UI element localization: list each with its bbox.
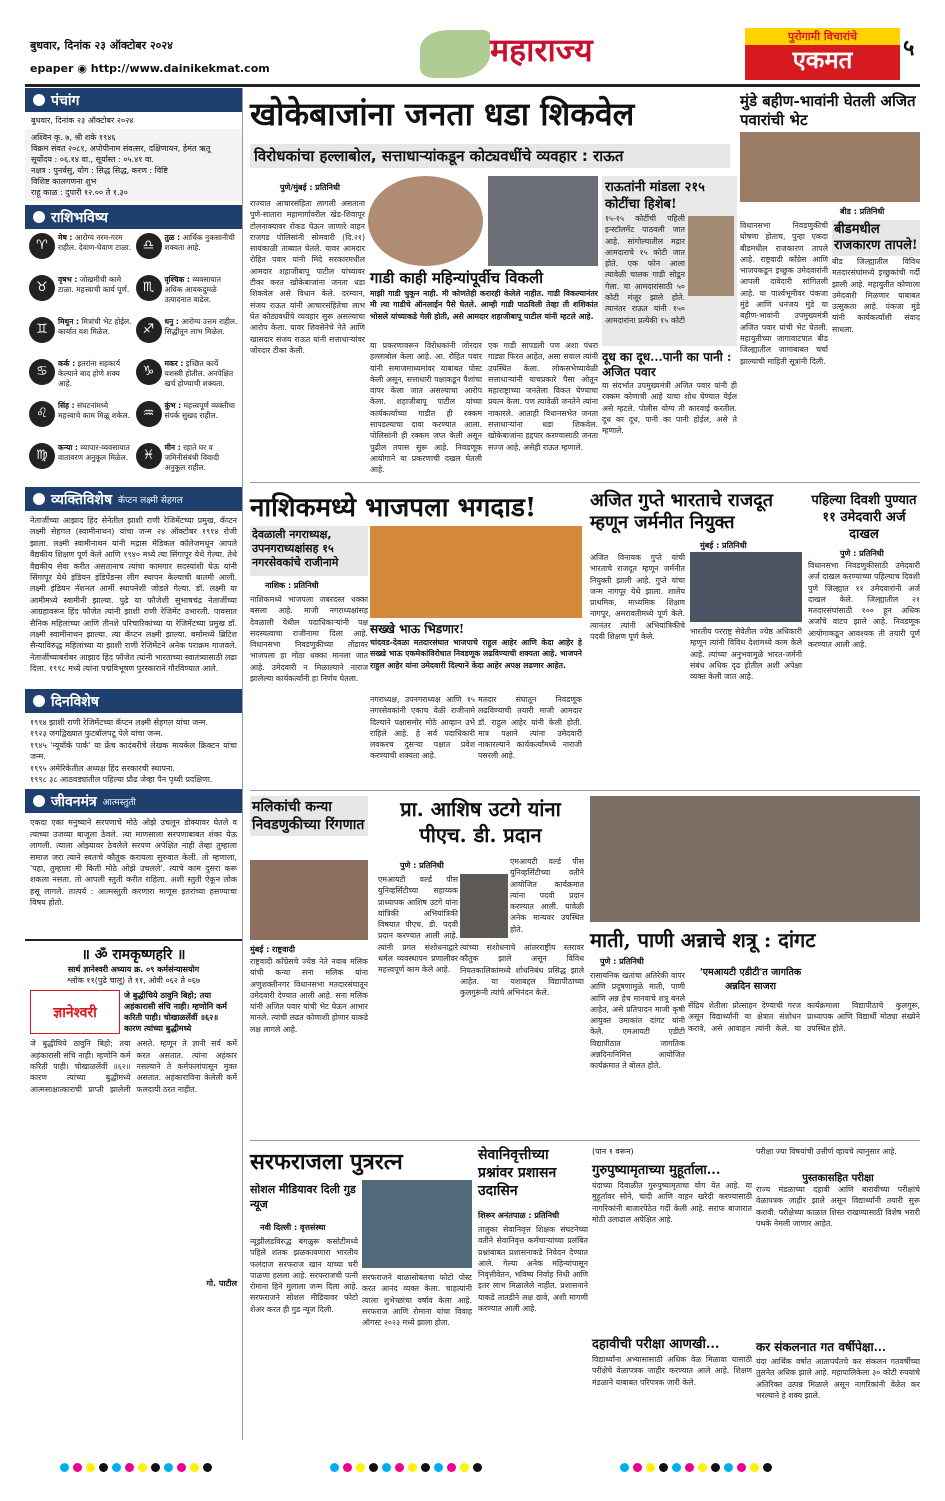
rashi-item: ♉ वृषभ : जोखमीची कामे टाळा. महत्त्वाची कार्य पूर्ण. [29,275,132,315]
nashik-col-2: नगराध्यक्ष, उपनगराध्यक्ष आणि १५ नगरसेवकांनी एकाच वेळी राजीनामे दिल्याने पक्षासमोर मोठे आव्हान उभे राहिले आहे. हे सर्व पदाधिकारी लवकरच दुसऱ्या पक्षात प्रवेश करण्याची शक्यता आहे. [370,695,475,761]
rashi-grid [25,229,242,487]
munde-text: विधानसभा निवडणुकीची घोषणा होताच, पुन्हा एकदा बीडमधील राजकारण तापले आहे. राष्ट्रवादी कॉंग्रेस आणि भाजपकडून इच्छुक उमेदवारांनी आपली दावेदारी सांगितली आहे. या पार्श्वभूमीवर पंकजा मुंडे आणि धनंजय मुंडे या बहीण-भावांनी उपमुख्यमंत्री अजित पवार यांची भेट घेतली. महायुतीच्या जागावाटपात बीड जिल्ह्यातील जागांबाबत चर्चा झाल्याची माहिती सूत्रांनी दिली. [740,221,828,366]
print-registration-marks [330,1463,482,1472]
beed-text: बीड जिल्ह्यातील विविध मतदारसंघांमध्ये इच्छुकांची गर्दी झाली आहे. महायुतीत कोणाला उमेदवारी मिळणार याबाबत उत्सुकता आहे. पंकजा मुंडे यांनी कार्यकर्त्यांशी संवाद साधला. [832,257,920,334]
seva-headline: सेवानिवृत्तीच्या प्रश्नांवर प्रशासन उदासिन [478,1147,557,1199]
verse-intro: जे बुद्धीचिये ठावुनि बिहो; तया अहंकारासी संचि नाही। म्हणोनि कर्म करिती पाही। चोखाळलेंवीं ॥६२॥ कारण त्यांच्या बुद्धीमध्ये [124,991,227,1034]
car-title: गाडी काही महिन्यांपूर्वीच विकली [370,269,544,287]
malik-photo [250,860,368,940]
nashik-headline: नाशिकमध्ये भाजपला भगदाड! [250,493,537,523]
mati-col-1: रासायनिक खतांचा अतिरेकी वापर आणि प्रदूषणामुळे माती, पाणी आणि अन्न हेच मानवाचे शत्रू बनले आहेत, असे प्रतिपादन माजी कृषी आयुक्त उमाकांत दांगट यांनी केले. एमआयटी एडीटी विद्यापीठात जागतिक अन्नदिनानिमित्त आयोजित कार्यक्रमात ते बोलत होते. [590,971,685,1071]
raut-box [602,176,737,346]
dinvishesh-header: दिनविशेष [25,689,242,713]
nashik-col-1: नाशिकमध्ये भाजपला जबरदस्त धक्का बसला आहे. माजी नगराध्यक्षांसह देवळाली येथील पदाधिकाऱ्यांनी पक्ष सदस्यत्वाचा राजीनामा दिला आहे. विधानसभा निवडणुकीच्या तोंडावर भाजपला हा मोठा धक्का मानला जात आहे. उमेदवारी न मिळाल्याने नाराज झालेल्या कार्यकर्त्यांनी हा निर्णय घेतला. [250,595,368,684]
rohit-pawar-photo [368,176,483,266]
maharashtra-map-icon [420,30,490,78]
divider [250,790,920,791]
munde-headline: मुंडे बहीण-भावांनी घेतली अजित पवारांची भेट [740,92,916,129]
lead-col-1: राज्यात आचारसंहिता लागली असताना पुणे-सातारा महामार्गावरील खेड-शिवापूर टोलनाक्यावर रोकड घेऊन जाणारे वाहन राजगड पोलिसांनी सोमवारी (दि.२१) सायंकाळी ताब्यात घेतले. यावर आमदार रोहित पवार यांनी मिंदे सरकारमधील आमदार शहाजीबापू पाटील यांच्यावर टीका करत खोकेबाजांना जनता धडा शिकवेल असे विधान केले. दरम्यान, संजय राऊत यांनी आचारसंहितेचा लाभ घेत कोट्यवधींचे व्यवहार सुरू असल्याचा आरोप केला. यावर शिवसेनेचे नेते आणि खासदार संजय राऊत यांनी सत्ताधाऱ्यांवर जोरदार टीका केली. [250,199,365,355]
print-registration-marks [620,1463,772,1472]
nashik-sub: देवळाली नगराध्यक्ष, उपनगराध्यक्षांसह १५ नगरसेवकांचे राजीनामे [250,526,368,576]
lead-byline: पुणे/मुंबई : प्रतिनिधी [280,183,340,192]
aries-icon: ♈ [29,233,55,259]
leo-icon: ♌ [29,401,55,427]
panchang-date: बुधवार, दिनांक २३ ऑक्टोबर २०२४ [31,116,134,125]
guru-headline: गुरुपुष्यामृताच्या मुहूर्ताला... [592,1163,721,1178]
capricorn-icon: ♑ [136,359,162,385]
seva-byline: शिरूर अनंतपाळ : प्रतिनिधी [478,1211,560,1220]
rashi-item: ♒ कुंभ : महत्त्वपूर्ण व्यक्तीचा संपर्क सुखद राहील. [136,401,239,441]
kar-headline: कर संकलनात गत वर्षीपेक्षा... [756,1340,887,1354]
guru-text: यंदाच्या दिवाळीत गुरुपुष्यामृताचा योग येत आहे. या मुहूर्तावर सोने, चांदी आणि वाहन खरेदी करण्यासाठी नागरिकांनी बाजारपेठेत गर्दी केली आहे. सराफ बाजारात मोठी उलाढाल अपेक्षित आहे. [592,1181,752,1224]
verse-text: जे बुद्धीचिये ठावुनि बिहो; तया अहंकारासी संचि नाही। म्हणोनि कर्म करिती पाही। चोखाळलेंवीं ॥६२॥ कारण त्यांच्या बुद्धीमध्ये आत्मसाक्षात्काराची प्राप्ती झालेली असते. म्हणून ते ज्ञानी सर्व कर्मे करत असतात. त्यांना अहंकार नसल्याने ते कर्मफलांपासून मुक्त असतात. अहंकाराविना केलेली कर्मे फलदायी ठरत नाहीत. [30,1039,237,1094]
left-sidebar [25,88,243,1440]
malik-byline: मुंबई : राष्ट्रवादी [250,945,295,954]
rashi-item: ♍ कन्या : व्यापार-व्यवसायात वातावरण अनुकूल मिळेल. [29,443,132,483]
continued-tag: (पान १ वरून) [592,1147,634,1156]
rashi-item: ♐ धनु : आरोग्य उत्तम राहील. सिद्धीतून लाभ मिळेल. [136,317,239,357]
mati-headline: माती, पाणी अन्नाचे शत्रू : दांगट [590,928,816,952]
ajit-col-2: भारतीय परराष्ट्र सेवेतील ज्येष्ठ अधिकारी म्हणून त्यांनी विविध देशांमध्ये काम केले आहे. त्यांच्या अनुभवामुळे भारत-जर्मनी संबंध अधिक दृढ होतील अशी अपेक्षा व्यक्त केली जात आहे. [690,627,802,682]
sagittarius-icon: ♐ [136,317,162,343]
mati-col-2: सेंद्रिय शेतीला प्रोत्साहन देण्याची गरज असून विद्यार्थ्यांनी या क्षेत्रात संशोधन करावे, असे आवाहन त्यांनी केले. या कार्यक्रमाला विद्यापीठाचे कुलगुरू, प्राध्यापक आणि विद्यार्थी मोठ्या संख्येने उपस्थित होते. [688,1001,920,1033]
print-registration-marks [60,1463,212,1472]
header-rule [25,84,920,87]
aquarius-icon: ♒ [136,401,162,427]
ramkrishna-box [25,939,242,1293]
pisces-icon: ♓ [136,443,162,469]
cancer-icon: ♋ [29,359,55,385]
phd-headline: प्रा. आशिष उटगे यांना पीएच. डी. प्रदान [400,797,561,847]
kar-text: यंदा आर्थिक वर्षात आतापर्यंतचे कर संकलन गतवर्षीच्या तुलनेत अधिक झाले आहे. महापालिकेला ३० कोटी रुपयांचे अतिरिक्त उत्पन्न मिळाले असून नागरिकांनी वेळेत कर भरल्याने हे शक्य झाले. [756,1357,920,1400]
vyakti-header: व्यक्तिविशेष कॅप्टन लक्ष्मी सेहगल [25,487,242,511]
bullet-icon [33,795,45,807]
sarfaraz-sub: सोशल मीडियावर दिली गुड न्यूज [250,1183,356,1211]
adhyay-line: सार्थ ज्ञानेश्वरी अध्याय क्र. ०९ कर्मसंन्यासयोग [67,965,200,975]
rashi-item: ♎ तुळ : आर्थिक नुकसानीची शक्यता आहे. [136,233,239,273]
car-box [370,268,598,336]
nashik-col-3: मतदार संघातून निवडणूक लढविण्याची तयारी माजी आमदार डॉ. राहुल आहेर यांनी केली होती. मात्र पक्षाने त्यांना उमेदवारी नाकारल्याने कार्यकर्त्यांमध्ये नाराजी पसरली आहे. [478,695,582,761]
divider [250,482,920,483]
panchang-list: अश्विन कृ. ७, श्री शके १९४६ विक्रम संवत २०८१, अपोपीनाम संवत्सर, दक्षिणायन, हेमंत ऋतू सूर्योदय : ०६.१४ वा., सूर्यास्त : ०५.४१ वा. नक्षत्र : पुनर्वसु, योग : सिद्ध सिद्ध, करण : विष्टि विशिष्ट कालगणना शुभ राहू काळ : दुपारी १२.०० ते १.३० [25,129,242,201]
lead-headline: खोकेबाजांना जनता धडा शिकवेल [250,95,635,133]
vyakti-text: नेताजींच्या आझाद हिंद सेनेतील झाशी राणी रेजिमेंटच्या प्रमुख, कॅप्टन लक्ष्मी सेहगल (स्वामीनाथन) यांचा जन्म २४ ऑक्टोबर १९१४ रोजी झाला. लक्ष्मी स्वामीनाथन यांनी मद्रास मेडिकल कॉलेजमधून आपले वैद्यकीय शिक्षण पूर्ण केले आणि १९४० मध्ये त्या सिंगापूर येथे गेल्या. तेथे वैद्यकीय सेवा करीत असतानाच त्यांचा कामगार सदस्यांशी घेऊ यांनी सिंगापूर येथे इंडियन इंडिपेंडन्स लीग स्थापन केल्याची बातमी आली. लक्ष्मी इंडियन नॅशनल आर्मी स्थापनेशी जोडले गेल्या. डॉ. लक्ष्मी या आमीमध्ये स्वामीनी झाल्या. पुढे या फौजेशी सुभाषचंद्र नेताजींच्या आग्रहावरून हिंद फौजेत त्यांनी झाशी राणी रेजिमेंट उभारली. पावसात सैनिक महिलांच्या आणि तीनशे परिचारिकांच्या या रेजिमेंटच्या प्रमुख डॉ. लक्ष्मी स्वामीनाथन झाल्या. त्या कॅप्टन लक्ष्मी झाल्या. बर्मामध्ये ब्रिटिश सैन्याविरुद्ध महिलांच्या या झाशी राणी रेजिमेंटने अनेक पराक्रम गाजवले. नेताजींच्याबरोबर आझाद हिंद फौजेत त्यांनी भारताच्या स्वातंत्र्यासाठी लढा दिला. १९९८ मध्ये त्यांना पद्मविभूषण पुरस्काराने गौरविण्यात आले. [30,516,237,674]
sarfaraz-photo [362,1180,472,1268]
lead-col-2: या प्रकरणावरून विरोधकांनी जोरदार हल्लाबोल केला आहे. आ. रोहित पवार यांनी समाजमाध्यमांवर याबाबत पोस्ट केली असून, सत्ताधारी पक्षाकडून पैशांचा वापर केला जात असल्याचा आरोप केला. शहाजीबापू पाटील यांच्या कार्यकर्त्याच्या गाडीत ही रक्कम सापडल्याचा दावा करण्यात आला. पोलिसांनी ही रक्कम जप्त केली असून पुढील तपास सुरू आहे. निवडणूक आयोगाने या प्रकरणाची दखल घेतली आहे. [370,341,482,475]
milk-title: दूध का दूध...पानी का पानी : अजित पवार [602,350,732,379]
rashi-item: ♓ मीन : रहाते घर व जमिनीसंबंधी विवादी अनुकूल राहील. [136,443,239,483]
book-exam-text: राज्य मंडळाच्या दहावी आणि बारावीच्या परीक्षांचे वेळापत्रक जाहीर झाले असून विद्यार्थ्यांनी तयारी सुरू करावी. परीक्षेच्या काळात शिस्त राखण्यासाठी विशेष भरारी पथके नेमली जाणार आहेत. [756,1185,920,1228]
sarfaraz-col-2: सरफराजने बाळासोबतचा फोटो पोस्ट करत आनंद व्यक्त केला. चाहत्यांनी त्याला शुभेच्छांचा वर्षाव केला आहे. सरफराज आणि रोमाना यांचा विवाह ऑगस्ट २०२३ मध्ये झाला होता. [362,1273,472,1328]
rashi-item: ♑ मकर : इच्छित कार्ये यशस्वी होतील. अनपेक्षित खर्च होण्याची शक्यता. [136,359,239,399]
beed-title: बीडमधील राजकारण तापले! [832,220,920,256]
rashi-item: ♋ कर्क : इतरांना सहकार्य केल्याने बाद होणे शक्य आहे. [29,359,132,399]
malik-text: राष्ट्रवादी कॉंग्रेसचे ज्येष्ठ नेते नवाब मलिक यांची कन्या सना मलिक यांना अणुशक्तीनगर विधानसभा मतदारसंघातून उमेदवारी देण्यात आली आहे. सना मलिक यांनी अजित पवार यांची भेट घेऊन आभार मानले. त्यांची लढत कोणाशी होणार याकडे लक्ष लागले आहे. [250,957,368,1034]
beed-box [832,220,920,476]
phd-byline: पुणे : प्रतिनिधी [400,861,444,870]
virgo-icon: ♍ [29,443,55,469]
exam-text: विद्यार्थ्यांना अभ्यासासाठी अधिक वेळ मिळावा यासाठी परीक्षेचे वेळापत्रक जाहीर करण्यात आले आहे. शिक्षण मंडळाने याबाबत परिपत्रक जारी केले. [592,1355,752,1387]
pune-headline: पहिल्या दिवशी पुण्यात ११ उमेदवारी अर्ज दाखल [811,493,917,542]
malik-headline: मलिकांची कन्या निवडणुकीच्या रिंगणात [250,796,368,836]
brand-logo [745,28,900,80]
munde-photo [740,132,920,202]
sarfaraz-col-1: न्यूझीलंडविरुद्ध बंगळुरू कसोटीमध्ये पहिले शतक झळकावणारा भारतीय फलंदाज सरफराज खान याच्या घरी पाळणा हलला आहे. सरफराजची पत्नी रोमाना हिने मुलाला जन्म दिला आहे. सरफराजने सोशल मीडियावर फोटो शेअर करत ही गुड न्यूज दिली. [250,1237,358,1314]
bjp-photo [370,526,582,618]
raut-box-text: १५-१५ कोटींची पहिली इन्स्टॉलमेंट पाठवली जात आहे. सांगोल्यातील मद्रार आमदाराचे १५ कोटी जात होते. एक फोन आला त्यावेळी चालक गाडी सोडून गेला. या आमदारांसाठी ५० कोटी मंजूर झाले होते. त्यानंतर राऊत यांनी १५० आमदारांना प्रत्येकी १५ कोटी [605,214,685,325]
rashi-item: ♏ वृश्चिक : व्यवसायात अधिक आवकदुमळे उत्पादनात वाढेल. [136,275,239,315]
car-photo [488,176,598,266]
dnyaneshwari-logo: ज्ञानेश्वरी [30,990,120,1034]
ajit-byline: मुंबई : प्रतिनिधी [700,541,747,550]
phd-col-3: एमआयटी वर्ल्ड पीस युनिव्हर्सिटीच्या वतीने आयोजित कार्यक्रमात त्यांना पदवी प्रदान करण्यात आली. यावेळी अनेक मान्यवर उपस्थित होते. [510,857,584,934]
rashi-item: ♌ सिंह : संघटनांमध्ये महत्त्वाचे काम मिळू शकेल. [29,401,132,441]
car-text: माझी गाडी चुकून नाही. मी कोणतेही करारही केलेले नाहीत. गाडी विकल्यानंतर मी त्या गाडीचे ऑनलाईन पैसे घेतले. आम्ही गाडी पाठविली तेव्हा ती शशिकांत भोसले यांच्याकडे गेली होती, असे आमदार शहाजीबापू पाटील यांनी म्हटले आहे. [370,289,598,321]
brother-box [370,620,582,690]
bullet-icon [33,94,45,106]
epaper-url[interactable]: epaper ◉ http://www.dainikekmat.com [30,62,270,75]
taurus-icon: ♉ [29,275,55,301]
milk-box [602,350,737,476]
panchang-header: पंचांग [25,88,242,112]
rashi-item: ♊ मिथुन : मित्रांची भेट होईल. कार्यात यश मिळेल. [29,317,132,357]
rashi-item: ♈ मेष : आरोग्य नरम-गरम राहील. देवाण-घेवाण टाळा. [29,233,132,273]
brother-title: सख्खे भाऊ भिडणार! [370,622,465,636]
exam-headline: दहावीची परीक्षा आणखी... [592,1337,720,1352]
seva-text: तालुका सेवानिवृत्त शिक्षक संघटनेच्या वतीने सेवानिवृत्त कर्मचाऱ्यांच्या प्रलंबित प्रश्नांबाबत प्रशासनाकडे निवेदन देण्यात आले. गेल्या अनेक महिन्यांपासून निवृत्तीवेतन, भविष्य निर्वाह निधी आणि इतर लाभ मिळालेले नाहीत. प्रशासनाने याकडे तातडीने लक्ष द्यावे, अशी मागणी करण्यात आली आहे. [478,1225,588,1314]
book-exam-title: पुस्तकासहित परीक्षा [802,1173,874,1184]
verse-author: गो. पाटील [206,1279,237,1289]
mati-byline: पुणे : प्रतिनिधी [600,957,644,966]
dinvishesh-list: १९१४ झाशी राणी रेजिमेंटच्या कॅप्टन लक्ष्मी सेहगल यांचा जन्म. १९२३ जगद्विख्यात फुटबॉलपटू पेले यांचा जन्म. १९४५ 'न्यूयॉर्क पार्क' या फ्रेंच कादंबरीचे लेखक मायकेल क्रिक्टन यांचा जन्म. १९९५ अमेरिकेतील अध्यक्ष हिंद सरकारची स्थापना. १९९८ ३८ आठवड्यांतील पहिल्या प्रौढ जेव्हा पैन पृथ्वी प्रदक्षिणा. [30,718,237,785]
phd-col-1: एमआयटी वर्ल्ड पीस युनिव्हर्सिटीच्या सहाय्यक प्राध्यापक आशिष उटगे यांना यांत्रिकी अभियांत्रिकी विषयात पीएच. डी. पदवी प्रदान करण्यात आली आहे. त्यांनी प्रगत संशोधनाद्वारे थर्मल व्यवस्थापन प्रणालीवर महत्त्वपूर्ण काम केले आहे. [378,875,458,975]
event-photo [590,796,920,922]
jivan-header: जीवनमंत्र आत्मस्तुती [25,789,242,813]
lead-subhead: विरोधकांचा हल्लाबोल, सत्ताधाऱ्यांकडून कोट्यवधींचे व्यवहार : राऊत [250,144,730,168]
gemini-icon: ♊ [29,317,55,343]
milk-text: या संदर्भात उपमुख्यमंत्री अजित पवार यांनी ही रक्कम कोणाची आहे याचा शोध घेण्यात येईल असे म्हटले. पोलीस योग्य ती कारवाई करतील. दूध का दूध, पानी का पानी होईल, असे ते म्हणाले. [602,381,737,436]
brand-name: एकमत [792,45,853,74]
nashik-byline: नाशिक : प्रतिनिधी [265,581,319,590]
raut-box-title: राऊतांनी मांडला २१५ कोटींचा हिशेब! [605,180,705,212]
sarfaraz-byline: नवी दिल्ली : वृत्तसंस्था [260,1223,326,1232]
bullet-icon [33,211,45,223]
issue-date: बुधवार, दिनांक २३ ऑक्टोबर २०२४ [30,39,173,52]
utage-photo [460,874,508,938]
rashi-header: राशिभविष्य [25,205,242,229]
section-masthead: महाराज्य [490,31,593,69]
phd-col-2: त्यांच्या संशोधनाचे आंतरराष्ट्रीय स्तरावर कौतुक झाले असून विविध नियतकालिकांमध्ये शोधनिबंध प्रसिद्ध झाले आहेत. या यशाबद्दल विद्यापीठाच्या कुलगुरूंनी त्यांचे अभिनंदन केले. [460,943,584,998]
brand-tagline: पुरोगामी विचारांचे [745,28,900,45]
raut-photo [688,216,734,296]
sarfaraz-headline: सरफराजला पुत्ररत्न [250,1149,403,1175]
munde-byline: बीड : प्रतिनिधी [840,207,885,216]
mati-quote: 'एमआयटी एडीटी'त जागतिक अन्नदिन साजरा [699,967,802,992]
ramkrishna-title: ॥ ॐ रामकृष्णहरि ॥ [81,947,186,964]
ajit-col-1: अजित विनायक गुप्ते यांची भारताचे राजदूत म्हणून जर्मनीत नियुक्ती झाली आहे. गुप्ते यांचा जन्म नागपूर येथे झाला. शालेय प्राथमिक, माध्यमिक शिक्षण नागपूर, अमरावतीमध्ये पूर्ण केले. त्यानंतर त्यांनी अभियांत्रिकीचे पदवी शिक्षण पूर्ण केले. [590,553,685,642]
brother-text: चांदवड-देवळा मतदारसंघात भाजपाचे राहुल आहेर आणि केदा आहेर हे सख्खे भाऊ एकमेकांविरोधात निवडणूक लढविण्याची शक्यता आहे. भाजपने राहुल आहेर यांना उमेदवारी दिल्याने केदा आहेर अपक्ष लढणार आहेत. [370,638,582,670]
lead-col-3: एक गाडी सापडली पण अशा पंधरा गाड्या फिरत आहेत, असा सवाल त्यांनी उपस्थित केला. लोकसभेच्यावेळी सत्ताधाऱ्यांनी याचप्रकारे पैसा ओतून महाराष्ट्राच्या जनतेला विकत घेण्याचा प्रयत्न केला. पण त्यावेळी जनतेने त्यांना नाकारले. आताही विधानसभेत जनता सत्ताधाऱ्यांना धडा शिकवेल. खोकेबाजांना हद्दपार करण्यासाठी जनता सज्ज आहे, असेही राऊत म्हणाले. [488,341,598,452]
bullet-icon [33,493,45,505]
divider [250,1140,920,1141]
scorpio-icon: ♏ [136,275,162,301]
libra-icon: ♎ [136,233,162,259]
page-number: ५ [903,36,915,61]
pune-text: विधानसभा निवडणुकीसाठी उमेदवारी अर्ज दाखल करण्याच्या पहिल्याच दिवशी पुणे जिल्ह्यात ११ उमेदवारांनी अर्ज दाखल केले. जिल्ह्यातील २१ मतदारसंघांसाठी १०० हून अधिक अर्जांचे वाटप झाले आहे. निवडणूक आयोगाकडून आवश्यक ती तयारी पूर्ण करण्यात आली आहे. [808,561,920,650]
kar-top-text: परीक्षा ज्या विषयांची उत्तीर्ण व्हायचे त्यानुसार आहे. [756,1147,897,1156]
bullet-icon [33,695,45,707]
jivan-text: एकदा एका मनुष्याने सरपणाचे मोठे ओझे उचलून डोक्यावर घेतले व त्याच्या उजव्या बाजूला ठेवले. त्या माणसाला सरपणाबाबत शंका येऊ लागली. त्याला ओझ्यावर ठेवलेले सरपण अपेक्षित नाही तेव्हा तुम्हाला समाज जरा त्याने स्वतःचे कौतुक करायला सुरुवात केली. तो म्हणाला, 'पहा, तुम्हाला मी किती मोठे ओझे उचलले'. त्याचे काम दुसरा करू शकला नसता. तो आपली स्तुती करीत राहिला. अशी स्तुती ऐकून लोक हसू लागले. तात्पर्य : आत्मस्तुती करणारा माणूस इतरांच्या हसण्याचा विषय होतो. [30,818,237,908]
shlok-line: श्लोक ११(पुढे चालू) ते ११, ओवी ०६२ ते ०६७ [66,976,201,986]
gupte-photo [690,552,802,622]
ajit-headline: अजित गुप्ते भारताचे राजदूत म्हणून जर्मनीत नियुक्त [590,490,773,533]
pune-byline: पुणे : प्रतिनिधी [840,549,884,558]
